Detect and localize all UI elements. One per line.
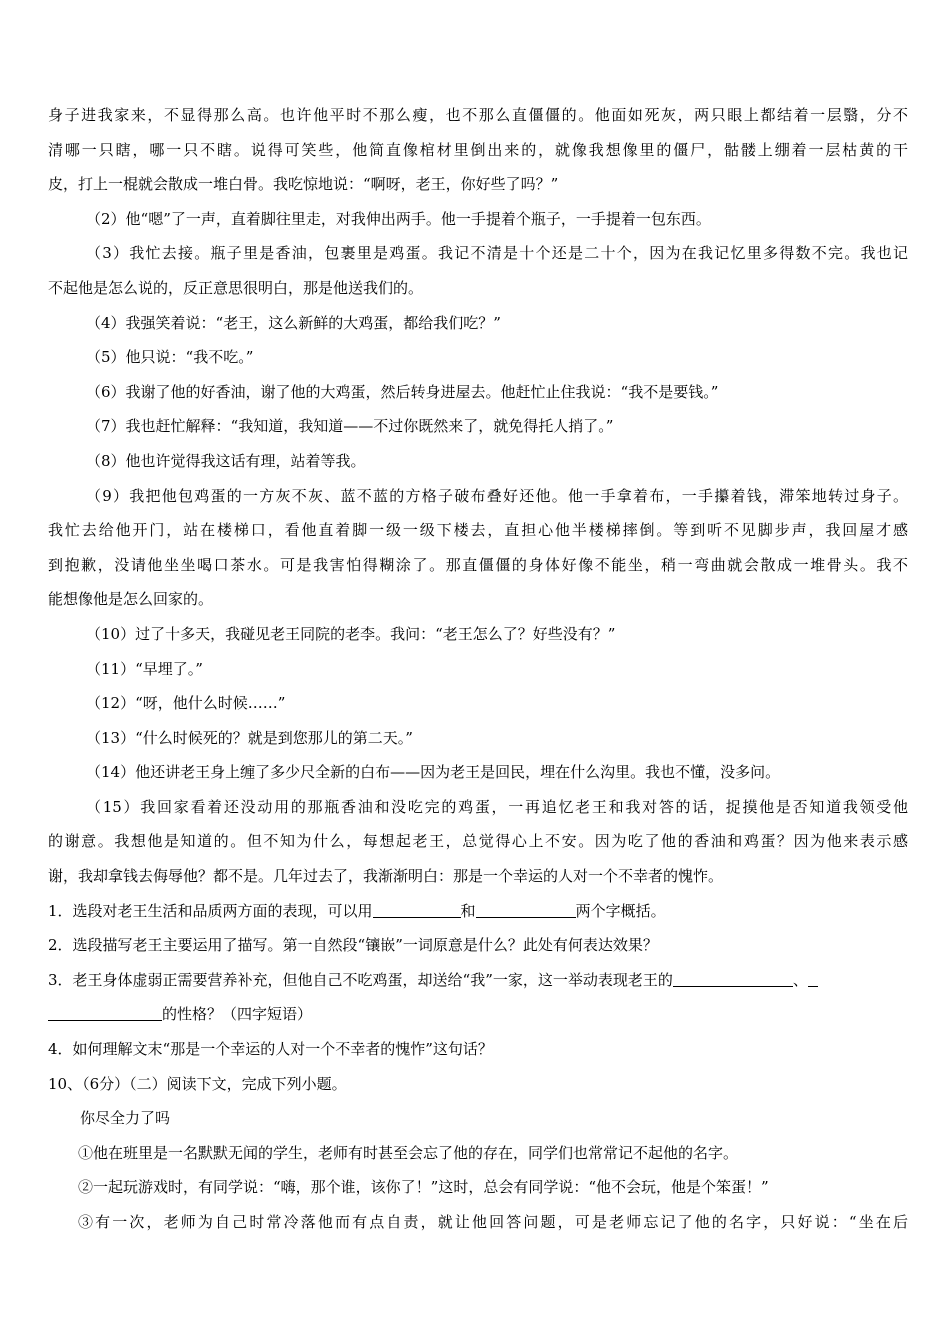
article-title: 你尽全力了吗 (80, 1109, 171, 1128)
section-10-header: 10、（6分）（二）阅读下文，完成下列小题。 (48, 1074, 347, 1093)
question-4: 4．如何理解文末“那是一个幸运的人对一个不幸者的愧怍”这句话？ (48, 1040, 493, 1059)
paragraph-11: （11）“早埋了。” (86, 659, 203, 678)
question-1-text: 1．选段对老王生活和品质两方面的表现，可以用 (48, 901, 373, 920)
paragraph-9-line-2: 我忙去给他开门，站在楼梯口，看他直着脚一级一级下楼去，直担心他半楼梯摔倒。等到听不见脚步声，我回屋才感 (48, 521, 908, 540)
question-1-and: 和 (460, 901, 476, 920)
document-page (48, 98, 908, 1240)
paragraph-9-line-3: 到抱歉，没请他坐坐喝口茶水。可是我害怕得糊涂了。那直僵僵的身体好像不能坐，稍一弯曲就会散成一堆骨头。我不 (48, 555, 908, 574)
answer-blank-3b[interactable] (48, 1005, 162, 1021)
paragraph-1-line-2: 清哪一只瞎，哪一只不瞎。说得可笑些，他简直像棺材里倒出来的，就像我想像里的僵尸，骷髅上绷着一层枯黄的干 (48, 140, 908, 159)
question-3-sep: 、 (792, 970, 808, 989)
article-paragraph-3: ③有一次，老师为自己时常冷落他而有点自责，就让他回答问题，可是老师忘记了他的名字，只好说：“坐在后 (78, 1213, 908, 1231)
question-3-line-2 (48, 997, 908, 1032)
paragraph-6: （6）我谢了他的好香油，谢了他的大鸡蛋，然后转身进屋去。他赶忙止住我说：“我不是要钱。” (86, 382, 719, 401)
paragraph-5: （5）他只说：“我不吃。” (86, 348, 254, 367)
answer-blank-1a[interactable] (373, 902, 461, 918)
question-1 (48, 894, 908, 929)
paragraph-15-line-1: （15）我回家看着还没动用的那瓶香油和没吃完的鸡蛋，一再追忆老王和我对答的话，捉摸他是否知道我领受他 (86, 797, 908, 816)
answer-blank-3b-start[interactable] (808, 971, 818, 987)
question-3-end: 的性格？（四字短语） (162, 1005, 313, 1024)
paragraph-12: （12）“呀，他什么时候……” (86, 694, 286, 713)
paragraph-2: （2）他“嗯”了一声，直着脚往里走，对我伸出两手。他一手提着个瓶子，一手提着一包东西。 (86, 209, 711, 228)
paragraph-10: （10）过了十多天，我碰见老王同院的老李。我问：“老王怎么了？好些没有？” (86, 624, 616, 643)
question-3-line-1 (48, 963, 908, 998)
paragraph-9-line-1: （9）我把他包鸡蛋的一方灰不灰、蓝不蓝的方格子破布叠好还他。他一手拿着布，一手攥着钱，滞笨地转过身子。 (86, 486, 908, 505)
question-3-text: 3．老王身体虚弱正需要营养补充，但他自己不吃鸡蛋，却送给“我”一家，这一举动表现老王的 (48, 970, 673, 989)
paragraph-3-line-2: 不起他是怎么说的，反正意思很明白，那是他送我们的。 (48, 278, 424, 297)
paragraph-13: （13）“什么时候死的？就是到您那儿的第二天。” (86, 728, 413, 747)
answer-blank-1b[interactable] (476, 902, 576, 918)
answer-blank-3a[interactable] (673, 971, 793, 987)
article-paragraph-1: ①他在班里是一名默默无闻的学生，老师有时甚至会忘了他的存在，同学们也常常记不起他的名字。 (78, 1143, 739, 1162)
paragraph-1-line-3: 皮，打上一棍就会散成一堆白骨。我吃惊地说：“啊呀，老王，你好些了吗？” (48, 175, 559, 194)
paragraph-4: （4）我强笑着说：“老王，这么新鲜的大鸡蛋，都给我们吃？” (86, 313, 501, 332)
paragraph-3-line-1: （3）我忙去接。瓶子里是香油，包裹里是鸡蛋。我记不清是十个还是二十个，因为在我记忆里多得数不完。我也记 (86, 244, 908, 263)
paragraph-14: （14）他还讲老王身上缠了多少尺全新的白布——因为老王是回民，埋在什么沟里。我也不懂，没多问。 (86, 763, 781, 782)
paragraph-8: （8）他也许觉得我这话有理，站着等我。 (86, 451, 366, 470)
paragraph-15-line-2: 的谢意。我想他是知道的。但不知为什么，每想起老王，总觉得心上不安。因为吃了他的香油和鸡蛋？因为他来表示感 (48, 832, 908, 851)
paragraph-7: （7）我也赶忙解释：“我知道，我知道——不过你既然来了，就免得托人捎了。” (86, 417, 614, 436)
question-2: 2．选段描写老王主要运用了描写。第一自然段“镶嵌”一词原意是什么？此处有何表达效果？ (48, 936, 658, 955)
paragraph-9-line-4: 能想像他是怎么回家的。 (48, 590, 214, 609)
paragraph-1-line-1: 身子进我家来，不显得那么高。也许他平时不那么瘦，也不那么直僵僵的。他面如死灰，两只眼上都结着一层翳，分不 (48, 106, 908, 124)
question-1-end: 两个字概括。 (575, 901, 666, 920)
paragraph-15-line-3: 谢，我却拿钱去侮辱他？都不是。几年过去了，我渐渐明白：那是一个幸运的人对一个不幸者的愧怍。 (48, 867, 724, 886)
article-paragraph-2: ②一起玩游戏时，有同学说：“嗨，那个谁，该你了！”这时，总会有同学说：“他不会玩，他是个笨蛋！” (78, 1178, 769, 1197)
